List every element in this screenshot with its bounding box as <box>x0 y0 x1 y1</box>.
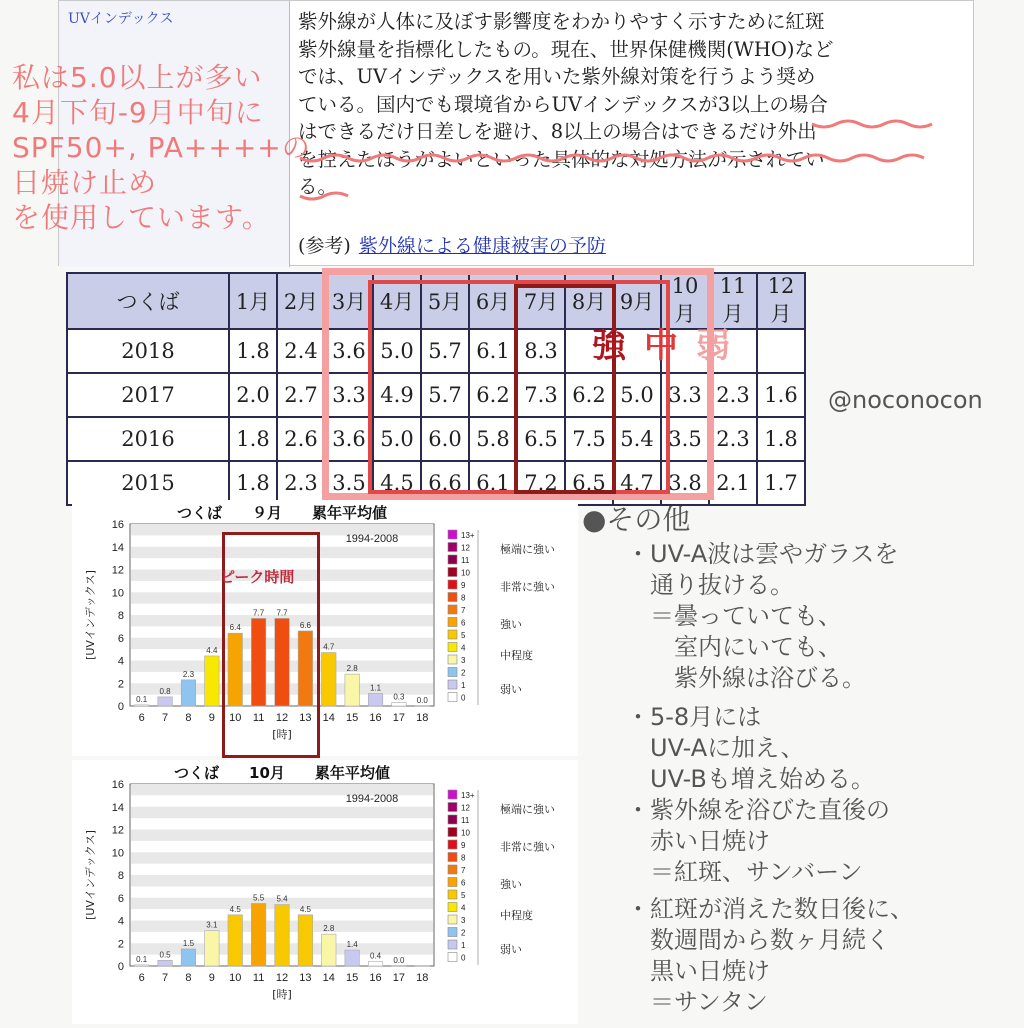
value-cell: 7.5 <box>565 417 613 461</box>
value-cell <box>757 329 805 373</box>
grid-band <box>131 807 433 818</box>
y-tick-label: 14 <box>112 802 124 814</box>
value-cell: 4.5 <box>373 461 421 505</box>
legend-value: 2 <box>461 669 466 678</box>
bar <box>134 705 148 706</box>
month-header: 2月 <box>277 273 325 329</box>
x-axis-label: [時] <box>272 727 292 741</box>
bar <box>205 931 219 966</box>
y-tick-label: 0 <box>118 701 124 713</box>
legend-value: 7 <box>461 606 466 615</box>
value-cell: 5.4 <box>613 417 661 461</box>
legend-swatch <box>448 580 457 589</box>
y-tick-label: 16 <box>112 519 124 531</box>
value-cell: 6.2 <box>565 373 613 417</box>
value-cell: 2.0 <box>229 373 277 417</box>
note-line: SPF50+, PA++++の <box>12 130 311 165</box>
chart-september-svg <box>72 500 578 756</box>
legend-swatch <box>448 853 457 862</box>
legend-value: 12 <box>461 804 470 813</box>
value-cell: 6.5 <box>517 417 565 461</box>
value-cell: 3.3 <box>661 373 709 417</box>
x-tick-label: 8 <box>185 972 191 984</box>
legend-category: 弱い <box>500 683 522 696</box>
legend-swatch <box>448 915 457 924</box>
legend-swatch <box>448 630 457 639</box>
legend-swatch <box>448 543 457 552</box>
other-notes-line: 赤い日焼け <box>582 826 1022 857</box>
definition-line: では、UVインデックスを用いた紫外線対策を行うよう奨め <box>298 63 948 91</box>
legend-value: 0 <box>461 954 466 963</box>
bar-value-label: 0.3 <box>393 693 405 702</box>
x-tick-label: 8 <box>185 712 191 724</box>
y-tick-label: 8 <box>118 870 124 882</box>
legend-value: 0 <box>461 694 466 703</box>
bar-value-label: 0.1 <box>136 955 148 964</box>
other-notes-line: ・紅斑が消えた数日後に、 <box>582 894 1022 925</box>
bar <box>228 915 242 966</box>
legend-swatch <box>448 953 457 962</box>
legend-swatch <box>448 903 457 912</box>
other-notes-title: ●その他 <box>582 504 1022 535</box>
bar-value-label: 1.1 <box>370 683 382 692</box>
other-notes-line: ・UV-A波は雲やガラスを <box>582 539 1022 570</box>
bar-value-label: 3.1 <box>206 921 218 930</box>
bar-value-label: 0.8 <box>160 687 172 696</box>
value-cell: 3.3 <box>325 373 373 417</box>
legend-value: 13+ <box>461 531 475 540</box>
y-tick-label: 4 <box>118 916 124 928</box>
bar-value-label: 5.5 <box>253 893 265 902</box>
legend-value: 10 <box>461 569 470 578</box>
legend-value: 12 <box>461 544 470 553</box>
label-middle: 中 <box>644 318 678 367</box>
note-line: 日焼け止め <box>12 165 311 200</box>
chart-period: 1994-2008 <box>346 533 399 545</box>
legend-category: 弱い <box>500 943 522 956</box>
definition-line: ている。国内でも環境省からUVインデックスが3以上の場合 <box>298 91 948 119</box>
value-cell: 2.3 <box>277 461 325 505</box>
legend-value: 5 <box>461 631 466 640</box>
value-cell: 3.6 <box>325 329 373 373</box>
legend-value: 1 <box>461 681 466 690</box>
bar-value-label: 2.3 <box>183 670 195 679</box>
value-cell: 2.1 <box>709 461 757 505</box>
legend-value: 5 <box>461 891 466 900</box>
legend-value: 13+ <box>461 791 475 800</box>
note-line: 4月下旬-9月中旬に <box>12 95 311 130</box>
bar-value-label: 0.1 <box>136 695 148 704</box>
x-tick-label: 15 <box>346 712 358 724</box>
other-notes-line: ＝紅斑、サンバーン <box>582 857 1022 888</box>
value-cell: 5.8 <box>469 417 517 461</box>
legend-swatch <box>448 803 457 812</box>
legend-value: 7 <box>461 866 466 875</box>
legend-swatch <box>448 568 457 577</box>
value-cell: 1.8 <box>229 417 277 461</box>
definition-line: はできるだけ日差しを避け、8以上の場合はできるだけ外出 <box>298 118 948 146</box>
legend-swatch <box>448 693 457 702</box>
bar <box>134 965 148 966</box>
reference-prefix: (参考) <box>298 235 351 257</box>
x-tick-label: 17 <box>393 712 405 724</box>
bar <box>275 905 289 966</box>
legend-category: 強い <box>500 617 522 631</box>
value-cell: 3.8 <box>661 461 709 505</box>
legend-category: 強い <box>500 877 522 891</box>
value-cell: 2.3 <box>709 417 757 461</box>
legend-swatch <box>448 890 457 899</box>
value-cell: 1.6 <box>757 373 805 417</box>
y-tick-label: 10 <box>112 587 124 599</box>
bar <box>205 656 219 706</box>
value-cell: 4.9 <box>373 373 421 417</box>
other-notes-line: UV-Aに加え、 <box>582 733 1022 764</box>
x-tick-label: 12 <box>276 972 288 984</box>
bar <box>322 934 336 966</box>
bar <box>345 950 359 966</box>
value-cell: 2.7 <box>277 373 325 417</box>
value-cell: 6.0 <box>421 417 469 461</box>
other-notes-line: ・5-8月には <box>582 702 1022 733</box>
other-notes-line: 数週間から数ヶ月続く <box>582 925 1022 956</box>
x-tick-label: 12 <box>276 712 288 724</box>
legend-swatch <box>448 865 457 874</box>
legend-swatch <box>448 668 457 677</box>
value-cell: 8.3 <box>517 329 565 373</box>
bar-value-label: 4.5 <box>230 905 242 914</box>
peak-time-label: ピーク時間 <box>220 566 294 587</box>
value-cell: 2.4 <box>277 329 325 373</box>
other-notes-line: UV-Bも増え始める。 <box>582 764 1022 795</box>
strong-highlight-frame <box>514 284 616 494</box>
legend-value: 6 <box>461 879 466 888</box>
legend-swatch <box>448 593 457 602</box>
bar-value-label: 0.4 <box>370 951 382 960</box>
legend-swatch <box>448 878 457 887</box>
y-tick-label: 0 <box>118 961 124 973</box>
value-cell: 7.3 <box>517 373 565 417</box>
value-cell: 2.6 <box>277 417 325 461</box>
other-notes-line: 室内にいても、 <box>582 632 1022 663</box>
month-header: 8月 <box>565 273 613 329</box>
y-tick-label: 12 <box>112 565 124 577</box>
legend-swatch <box>448 828 457 837</box>
value-cell: 3.5 <box>661 417 709 461</box>
x-tick-label: 16 <box>369 712 381 724</box>
bar <box>368 693 382 706</box>
y-tick-label: 12 <box>112 825 124 837</box>
y-tick-label: 6 <box>118 893 124 905</box>
x-tick-label: 7 <box>162 972 168 984</box>
bar-value-label: 7.7 <box>253 608 265 617</box>
value-cell: 3.5 <box>325 461 373 505</box>
bar-value-label: 1.5 <box>183 939 195 948</box>
legend-swatch <box>448 790 457 799</box>
bar-value-label: 0.5 <box>160 950 172 959</box>
legend-value: 9 <box>461 581 466 590</box>
y-tick-label: 2 <box>118 938 124 950</box>
x-tick-label: 11 <box>253 972 264 984</box>
bar-value-label: 5.4 <box>276 895 288 904</box>
y-axis-label: [UVインデックス] <box>84 830 97 920</box>
x-tick-label: 6 <box>139 712 145 724</box>
note-line: 私は5.0以上が多い <box>12 60 311 95</box>
other-notes-line: ＝曇っていても、 <box>582 601 1022 632</box>
legend-value: 6 <box>461 619 466 628</box>
bar-value-label: 4.5 <box>300 905 312 914</box>
legend-value: 11 <box>461 556 470 565</box>
x-tick-label: 9 <box>209 712 215 724</box>
legend-value: 1 <box>461 941 466 950</box>
bar <box>181 680 195 706</box>
other-notes-line: 通り抜ける。 <box>582 570 1022 601</box>
month-header: 3月 <box>325 273 373 329</box>
bar <box>158 697 172 706</box>
legend-value: 4 <box>461 904 466 913</box>
month-header: 7月 <box>517 273 565 329</box>
value-cell: 7.2 <box>517 461 565 505</box>
value-cell: 5.0 <box>613 373 661 417</box>
x-tick-label: 11 <box>253 712 264 724</box>
bar-value-label: 6.4 <box>230 623 242 632</box>
y-axis-label: [UVインデックス] <box>84 570 97 660</box>
value-cell: 5.7 <box>421 329 469 373</box>
month-header: 11月 <box>709 273 757 329</box>
legend-category: 非常に強い <box>500 579 555 593</box>
value-cell: 4.7 <box>613 461 661 505</box>
chart-period: 1994-2008 <box>346 793 399 805</box>
legend-value: 10 <box>461 829 470 838</box>
month-header: 10月 <box>661 273 709 329</box>
y-tick-label: 6 <box>118 633 124 645</box>
legend-category: 極端に強い <box>500 542 555 556</box>
x-tick-label: 13 <box>299 972 311 984</box>
bar <box>392 703 406 706</box>
legend-category: 極端に強い <box>500 802 555 816</box>
value-cell: 1.8 <box>229 461 277 505</box>
legend-value: 8 <box>461 854 466 863</box>
value-cell: 5.7 <box>421 373 469 417</box>
x-tick-label: 16 <box>369 972 381 984</box>
other-notes-line: 紫外線は浴びる。 <box>582 663 1022 694</box>
value-cell: 6.6 <box>421 461 469 505</box>
month-header: 1月 <box>229 273 277 329</box>
value-cell: 2.3 <box>709 373 757 417</box>
x-tick-label: 18 <box>416 972 428 984</box>
month-header: 6月 <box>469 273 517 329</box>
label-weak: 弱 <box>696 318 730 367</box>
month-header: 4月 <box>373 273 421 329</box>
x-tick-label: 14 <box>323 712 335 724</box>
uv-chart-october <box>72 760 578 1024</box>
handwritten-note <box>12 60 311 235</box>
legend-value: 2 <box>461 929 466 938</box>
bar <box>345 674 359 706</box>
bar-value-label: 6.6 <box>300 621 312 630</box>
y-tick-label: 8 <box>118 610 124 622</box>
legend-swatch <box>448 555 457 564</box>
legend-swatch <box>448 940 457 949</box>
bar-value-label: 4.4 <box>206 646 218 655</box>
legend-swatch <box>448 815 457 824</box>
legend-swatch <box>448 643 457 652</box>
definition-line: る。 <box>298 173 948 201</box>
chart-title: つくば ９月 累年平均値 <box>177 504 387 522</box>
grid-band <box>131 875 433 886</box>
value-cell: 3.6 <box>325 417 373 461</box>
legend-category: 非常に強い <box>500 839 555 853</box>
bar-value-label: 2.8 <box>323 924 335 933</box>
grid-band <box>131 830 433 841</box>
y-tick-label: 2 <box>118 678 124 690</box>
legend-value: 3 <box>461 916 466 925</box>
x-tick-label: 17 <box>393 972 405 984</box>
bar <box>251 903 265 966</box>
y-tick-label: 14 <box>112 542 124 554</box>
legend-swatch <box>448 680 457 689</box>
author-handle: @noconocon <box>828 386 983 414</box>
month-header: 5月 <box>421 273 469 329</box>
bar <box>322 653 336 706</box>
x-tick-label: 14 <box>323 972 335 984</box>
legend-value: 3 <box>461 656 466 665</box>
table-crop-mask <box>818 270 1024 500</box>
bar <box>181 949 195 966</box>
legend-swatch <box>448 605 457 614</box>
legend-swatch <box>448 655 457 664</box>
legend-value: 9 <box>461 841 466 850</box>
legend-value: 8 <box>461 594 466 603</box>
y-tick-label: 16 <box>112 779 124 791</box>
x-tick-label: 18 <box>416 712 428 724</box>
definition-line: を控えたほうがよいといった具体的な対処方法が示されてい <box>298 146 948 174</box>
bar <box>158 960 172 966</box>
label-strong: 強 <box>592 318 626 367</box>
chart-october-svg <box>72 760 578 1024</box>
value-cell: 1.8 <box>229 329 277 373</box>
bar-value-label: 4.7 <box>323 643 335 652</box>
other-notes-line: 黒い日焼け <box>582 956 1022 987</box>
bar-value-label: 1.4 <box>347 940 359 949</box>
legend-value: 4 <box>461 644 466 653</box>
bar <box>298 915 312 966</box>
month-header: 9月 <box>613 273 661 329</box>
x-tick-label: 15 <box>346 972 358 984</box>
bar <box>368 961 382 966</box>
x-tick-label: 7 <box>162 712 168 724</box>
y-tick-label: 4 <box>118 656 124 668</box>
grid-band <box>131 852 433 863</box>
x-axis-label: [時] <box>272 987 292 1001</box>
x-tick-label: 9 <box>209 972 215 984</box>
year-cell: 2015 <box>67 461 229 505</box>
legend-swatch <box>448 530 457 539</box>
uv-chart-september <box>72 500 578 756</box>
value-cell: 6.2 <box>469 373 517 417</box>
definition-line: 紫外線量を指標化したもの。現在、世界保健機関(WHO)など <box>298 36 948 64</box>
bar-value-label: 7.7 <box>276 608 288 617</box>
year-cell: 2018 <box>67 329 229 373</box>
bar-value-label: 0.0 <box>393 956 405 965</box>
definition-line: 紫外線が人体に及ぼす影響度をわかりやすく示すために紅斑 <box>298 8 948 36</box>
chart-title: つくば 10月 累年平均値 <box>174 764 390 782</box>
note-line: を使用しています。 <box>12 200 311 235</box>
legend-swatch <box>448 618 457 627</box>
bar-value-label: 2.8 <box>347 664 359 673</box>
value-cell: 6.1 <box>469 461 517 505</box>
value-cell: 1.8 <box>757 417 805 461</box>
value-cell: 6.1 <box>469 329 517 373</box>
legend-category: 中程度 <box>500 908 533 922</box>
bar-value-label: 0.0 <box>417 696 429 705</box>
x-tick-label: 10 <box>229 972 241 984</box>
value-cell: 6.5 <box>565 461 613 505</box>
reference-link[interactable]: 紫外線による健康被害の予防 <box>359 235 606 257</box>
legend-swatch <box>448 928 457 937</box>
month-header: 12月 <box>757 273 805 329</box>
value-cell: 1.7 <box>757 461 805 505</box>
table-city-header: つくば <box>67 273 229 329</box>
y-tick-label: 10 <box>112 847 124 859</box>
legend-swatch <box>448 840 457 849</box>
other-notes-line: ＝サンタン <box>582 987 1022 1018</box>
x-tick-label: 13 <box>299 712 311 724</box>
x-tick-label: 10 <box>229 712 241 724</box>
definition-term: UVインデックス <box>68 8 174 28</box>
other-notes-line: ・紫外線を浴びた直後の <box>582 795 1022 826</box>
reference <box>298 231 606 258</box>
year-cell: 2017 <box>67 373 229 417</box>
other-notes <box>582 504 1022 1018</box>
value-cell: 5.0 <box>373 417 421 461</box>
value-cell: 5.0 <box>373 329 421 373</box>
year-cell: 2016 <box>67 417 229 461</box>
x-tick-label: 6 <box>139 972 145 984</box>
legend-value: 11 <box>461 816 470 825</box>
legend-category: 中程度 <box>500 648 533 662</box>
